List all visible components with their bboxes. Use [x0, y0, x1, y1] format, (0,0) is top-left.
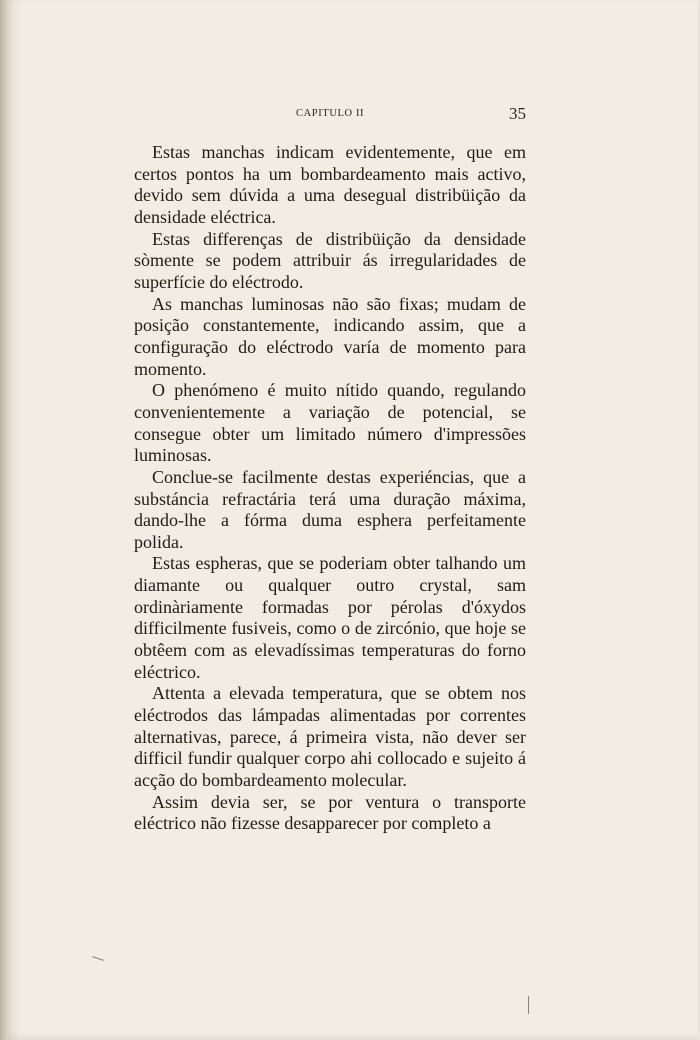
running-head	[134, 104, 526, 126]
paragraph-8: Assim devia ser, se por ventura o transporte eléctrico não fizesse desapparecer por completo a	[134, 791, 526, 834]
paragraph-7: Attenta a elevada temperatura, que se obtem nos eléctrodos das lámpadas alimentadas por correntes alternativas, parece, á primeira vista, não dever ser difficil fundir qualquer corpo ahi collocado e sujeito á acção do bombardeamento molecular.	[134, 683, 526, 791]
chapter-heading: CAPITULO II	[296, 108, 365, 119]
paragraph-5: Conclue-se facilmente destas experiéncias, que a substáncia refractária terá uma duração máxima, dando-lhe a fórma duma esphera perfeitamente polida.	[134, 466, 526, 552]
paper-mark-bottom-right	[528, 996, 529, 1014]
body-text	[134, 142, 526, 835]
paragraph-3: As manchas luminosas não são fixas; mudam de posição constantemente, indicando assim, que a configuração do eléctrodo varía de momento para momento.	[134, 293, 526, 379]
page-number: 35	[509, 104, 526, 123]
book-spine-shadow	[0, 0, 8, 1040]
paragraph-1: Estas manchas indicam evidentemente, que em certos pontos ha um bombardeamento mais activo, devido sem dúvida a uma desegual distribüição da densidade eléctrica.	[134, 142, 526, 227]
paragraph-4: O phenómeno é muito nítido quando, regulando convenientemente a variação de potencial, se consegue obter um limitado número d'impressões luminosas.	[134, 380, 526, 466]
paragraph-2: Estas differenças de distribüição da densidade sòmente se podem attribuir ás irregularidades de superfície do eléctrodo.	[134, 228, 526, 292]
paragraph-6: Estas espheras, que se poderiam obter talhando um diamante ou qualquer outro crystal, sam ordinàriamente formadas por pérolas d'óxydos difficilmente fusiveis, como o de zircónio, que hoje se obtêem com as elevadíssimas temperaturas do forno eléctrico.	[134, 553, 526, 682]
